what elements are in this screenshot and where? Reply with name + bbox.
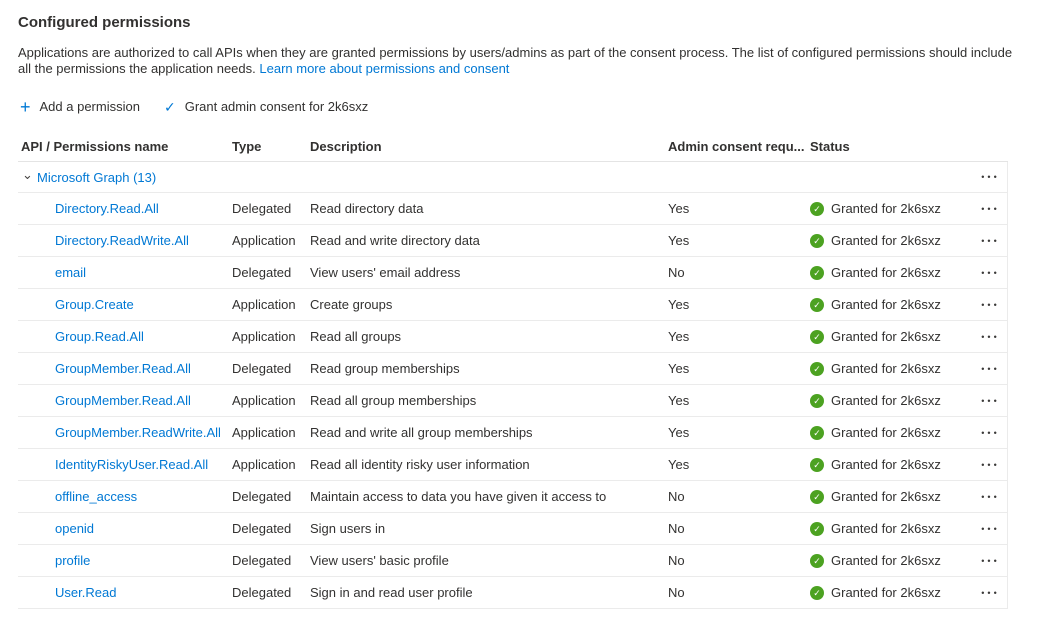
- table-row: [18, 577, 1007, 609]
- admin-consent-required: No: [668, 585, 685, 600]
- granted-check-icon: ✓: [810, 554, 824, 568]
- status-cell: [810, 201, 970, 216]
- more-options-button[interactable]: •••: [976, 232, 1001, 250]
- more-options-button[interactable]: •••: [976, 264, 1001, 282]
- permission-type: Delegated: [232, 553, 292, 568]
- permission-type: Application: [232, 297, 296, 312]
- table-row: [18, 545, 1007, 577]
- status-label: Granted for 2k6sxz: [831, 361, 941, 376]
- status-label: Granted for 2k6sxz: [831, 201, 941, 216]
- table-body: [18, 162, 1008, 609]
- admin-consent-required: Yes: [668, 233, 690, 248]
- admin-consent-required: Yes: [668, 393, 690, 408]
- table-row: [18, 385, 1007, 417]
- table-row: [18, 321, 1007, 353]
- status-label: Granted for 2k6sxz: [831, 265, 941, 280]
- status-label: Granted for 2k6sxz: [831, 521, 941, 536]
- more-options-button[interactable]: •••: [976, 584, 1001, 602]
- admin-consent-required: No: [668, 553, 685, 568]
- granted-check-icon: ✓: [810, 298, 824, 312]
- permission-name-link[interactable]: openid: [55, 521, 95, 536]
- table-row: [18, 449, 1007, 481]
- more-options-button[interactable]: •••: [976, 296, 1001, 314]
- more-options-button[interactable]: •••: [976, 424, 1001, 442]
- granted-check-icon: ✓: [810, 426, 824, 440]
- status-cell: [810, 265, 970, 280]
- table-row: [18, 481, 1007, 513]
- granted-check-icon: ✓: [810, 234, 824, 248]
- grant-admin-consent-button[interactable]: [164, 95, 368, 118]
- status-cell: [810, 329, 970, 344]
- table-row: [18, 513, 1007, 545]
- granted-check-icon: ✓: [810, 394, 824, 408]
- status-cell: [810, 521, 970, 536]
- column-header-description: Description: [310, 139, 382, 154]
- permission-description: Read directory data: [310, 201, 424, 216]
- permission-description: Sign in and read user profile: [310, 585, 473, 600]
- more-options-button[interactable]: •••: [976, 168, 1001, 186]
- status-cell: [810, 297, 970, 312]
- status-label: Granted for 2k6sxz: [831, 393, 941, 408]
- permission-name-link[interactable]: User.Read: [55, 585, 117, 600]
- admin-consent-required: Yes: [668, 361, 690, 376]
- command-bar: [20, 95, 1057, 118]
- column-header-type: Type: [232, 139, 262, 154]
- status-cell: [810, 553, 970, 568]
- status-label: Granted for 2k6sxz: [831, 297, 941, 312]
- status-label: Granted for 2k6sxz: [831, 457, 941, 472]
- status-cell: [810, 585, 970, 600]
- permission-name-link[interactable]: Group.Read.All: [55, 329, 144, 344]
- status-cell: [810, 425, 970, 440]
- more-options-button[interactable]: •••: [976, 520, 1001, 538]
- more-options-button[interactable]: •••: [976, 200, 1001, 218]
- table-header-row: [18, 132, 1008, 162]
- permission-type: Delegated: [232, 361, 292, 376]
- column-header-name: API / Permissions name: [21, 139, 169, 154]
- permission-name-link[interactable]: GroupMember.Read.All: [55, 393, 191, 408]
- granted-check-icon: ✓: [810, 330, 824, 344]
- granted-check-icon: ✓: [810, 458, 824, 472]
- admin-consent-required: No: [668, 521, 685, 536]
- permission-type: Delegated: [232, 265, 292, 280]
- admin-consent-required: Yes: [668, 457, 690, 472]
- permission-type: Application: [232, 329, 296, 344]
- admin-consent-required: Yes: [668, 425, 690, 440]
- status-cell: [810, 361, 970, 376]
- permission-description: Sign users in: [310, 521, 386, 536]
- granted-check-icon: ✓: [810, 586, 824, 600]
- permission-description: Maintain access to data you have given it access to: [310, 489, 607, 504]
- permission-description: View users' basic profile: [310, 553, 449, 568]
- permission-type: Delegated: [232, 585, 292, 600]
- granted-check-icon: ✓: [810, 266, 824, 280]
- permission-name-link[interactable]: GroupMember.Read.All: [55, 361, 191, 376]
- chevron-down-icon: ⌄: [22, 169, 33, 182]
- granted-check-icon: ✓: [810, 522, 824, 536]
- permission-description: Read all groups: [310, 329, 402, 344]
- status-cell: [810, 457, 970, 472]
- permission-description: Read all group memberships: [310, 393, 477, 408]
- column-header-status: Status: [810, 139, 850, 154]
- permission-type: Delegated: [232, 489, 292, 504]
- table-row: [18, 193, 1007, 225]
- table-row: [18, 353, 1007, 385]
- table-row: [18, 257, 1007, 289]
- status-label: Granted for 2k6sxz: [831, 233, 941, 248]
- check-icon: ✓: [163, 98, 176, 115]
- more-options-button[interactable]: •••: [976, 552, 1001, 570]
- status-label: Granted for 2k6sxz: [831, 553, 941, 568]
- permission-name-link[interactable]: GroupMember.ReadWrite.All: [55, 425, 221, 440]
- permission-description: Read group memberships: [310, 361, 460, 376]
- permission-name-link[interactable]: offline_access: [55, 489, 138, 504]
- admin-consent-required: Yes: [668, 201, 690, 216]
- learn-more-link[interactable]: Learn more about permissions and consent: [259, 61, 510, 76]
- granted-check-icon: ✓: [810, 490, 824, 504]
- permission-type: Application: [232, 457, 296, 472]
- more-options-button[interactable]: •••: [976, 392, 1001, 410]
- permission-type: Application: [232, 393, 296, 408]
- permission-type: Delegated: [232, 521, 292, 536]
- status-label: Granted for 2k6sxz: [831, 329, 941, 344]
- permission-name-link[interactable]: Directory.ReadWrite.All: [55, 233, 189, 248]
- permission-name-link[interactable]: IdentityRiskyUser.Read.All: [55, 457, 209, 472]
- plus-icon: +: [20, 96, 31, 117]
- add-permission-label: Add a permission: [39, 99, 140, 114]
- status-cell: [810, 489, 970, 504]
- granted-check-icon: ✓: [810, 362, 824, 376]
- group-expander[interactable]: [18, 170, 970, 185]
- description-text: [18, 45, 1020, 77]
- permission-description: Read and write all group memberships: [310, 425, 533, 440]
- permission-description: Read all identity risky user information: [310, 457, 530, 472]
- more-options-button[interactable]: •••: [976, 360, 1001, 378]
- permission-type: Delegated: [232, 201, 292, 216]
- status-label: Granted for 2k6sxz: [831, 489, 941, 504]
- permission-description: Create groups: [310, 297, 393, 312]
- description-body: Applications are authorized to call APIs when they are granted permissions by users/admins as part of the consent process. The list of configured permissions should include all the permissions the application needs.: [18, 45, 1013, 76]
- column-header-admin-consent: Admin consent requ...: [668, 139, 805, 154]
- status-cell: [810, 233, 970, 248]
- admin-consent-required: Yes: [668, 297, 690, 312]
- more-options-button[interactable]: •••: [976, 456, 1001, 474]
- table-row: [18, 417, 1007, 449]
- permission-name-link[interactable]: Group.Create: [55, 297, 134, 312]
- status-label: Granted for 2k6sxz: [831, 425, 941, 440]
- status-label: Granted for 2k6sxz: [831, 585, 941, 600]
- permission-description: View users' email address: [310, 265, 461, 280]
- status-cell: [810, 393, 970, 408]
- add-permission-button[interactable]: [20, 95, 140, 118]
- permission-name-link[interactable]: email: [55, 265, 87, 280]
- microsoft-graph-link[interactable]: Microsoft Graph (13): [37, 169, 157, 185]
- admin-consent-required: Yes: [668, 329, 690, 344]
- group-row-microsoft-graph: [18, 162, 1007, 193]
- grant-admin-consent-label: Grant admin consent for 2k6sxz: [184, 99, 369, 114]
- more-options-button[interactable]: •••: [976, 488, 1001, 506]
- permission-type: Application: [232, 233, 296, 248]
- table-row: [18, 225, 1007, 257]
- more-options-button[interactable]: •••: [976, 328, 1001, 346]
- admin-consent-required: No: [668, 489, 685, 504]
- permission-description: Read and write directory data: [310, 233, 480, 248]
- permission-name-link[interactable]: Directory.Read.All: [55, 201, 159, 216]
- granted-check-icon: ✓: [810, 202, 824, 216]
- permission-name-link[interactable]: profile: [55, 553, 91, 568]
- admin-consent-required: No: [668, 265, 685, 280]
- table-row: [18, 289, 1007, 321]
- page-title: Configured permissions: [18, 14, 191, 31]
- permission-type: Application: [232, 425, 296, 440]
- permissions-table: [18, 132, 1008, 609]
